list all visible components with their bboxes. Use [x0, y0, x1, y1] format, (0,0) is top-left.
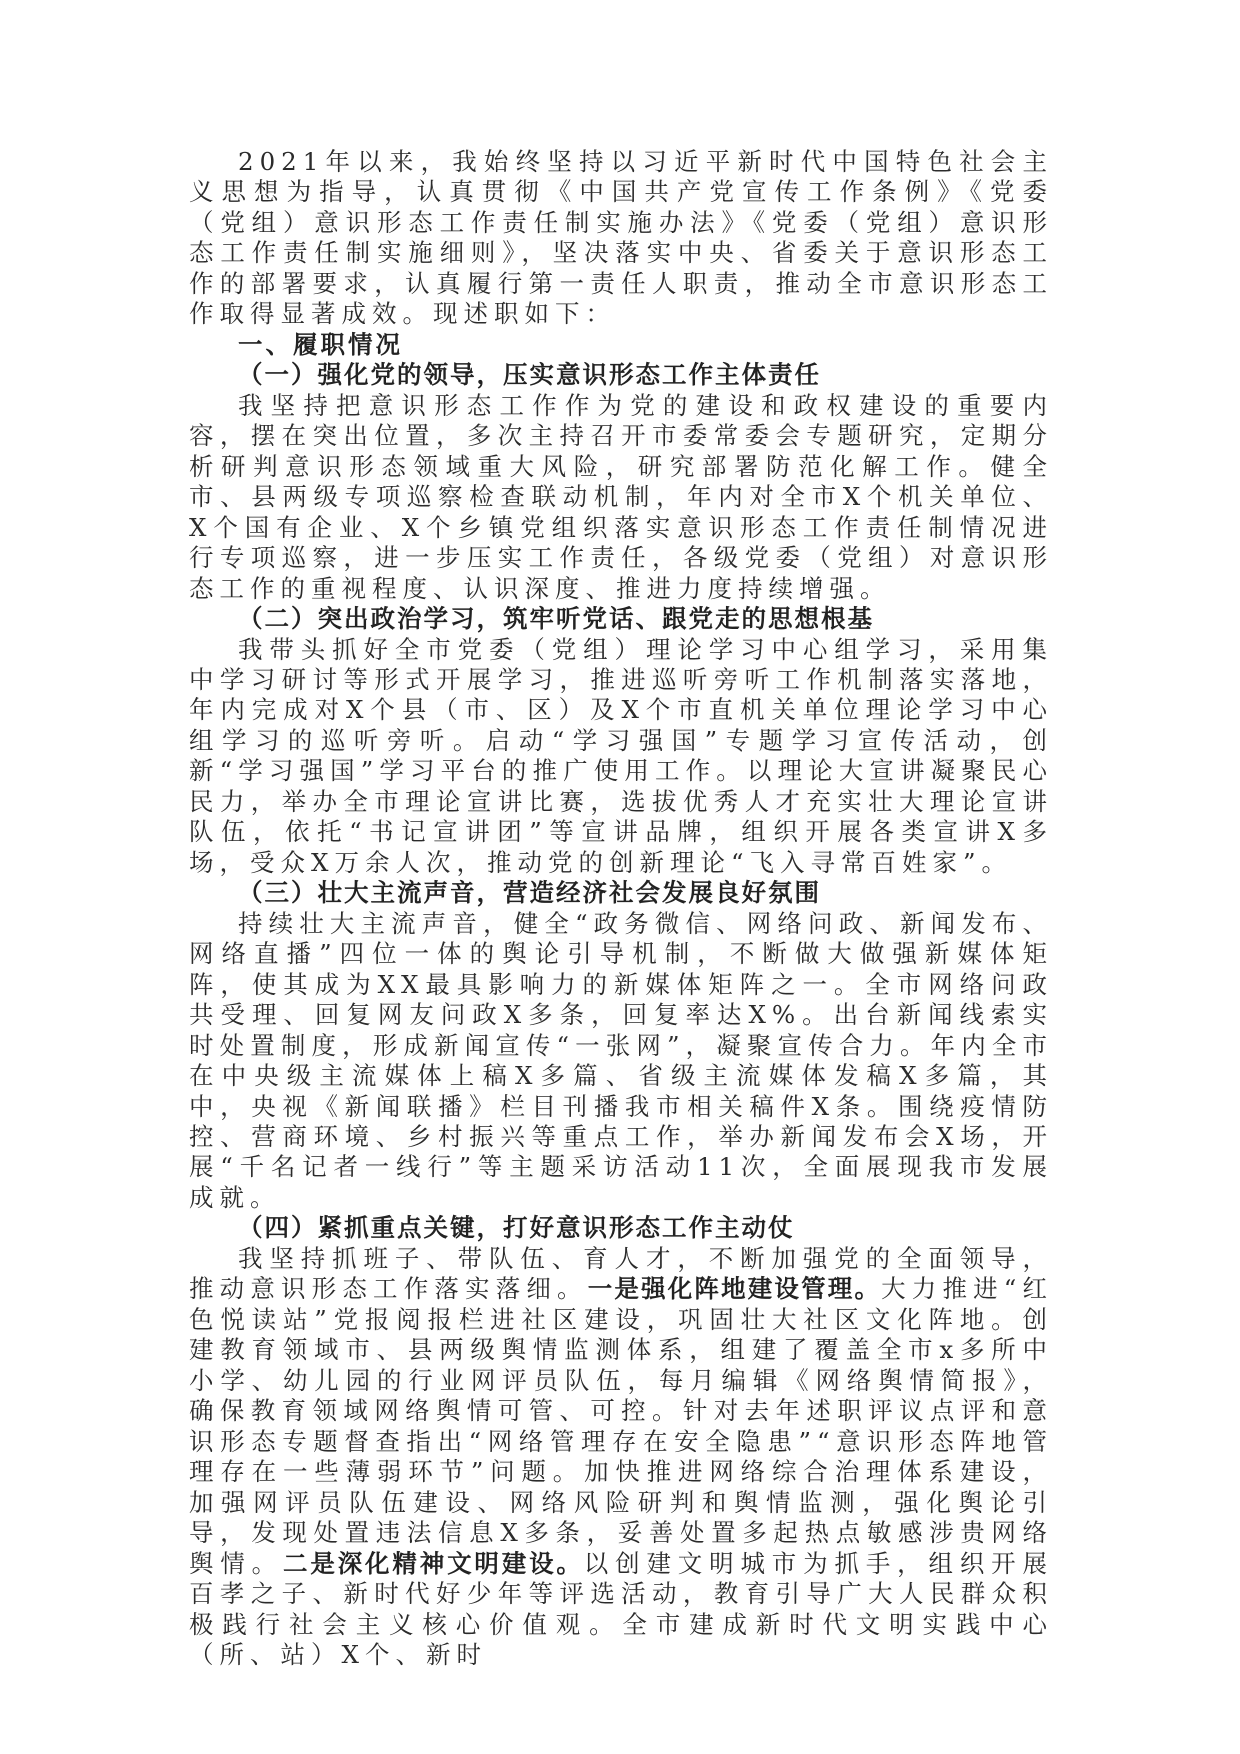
intro-paragraph: 2021年以来，我始终坚持以习近平新时代中国特色社会主义思想为指导，认真贯彻《中国共产党宣传工作条例》《党委（党组）意识形态工作责任制实施办法》《党委（党组）意识形态工作责任制实施细则》，坚决落实中央、省委关于意识形态工作的部署要求，认真履行第一责任人职责，推动全市意识形态工作取得显著成效。现述职如下：: [189, 147, 1053, 329]
body-4-end: 以创建文明城市为抓手，组织开展百孝之子、新时代好少年等评选活动，教育引导广大人民群众积极践行社会主义核心价值观。全市建成新时代文明实践中心（所、站）X个、新时: [189, 1548, 1054, 1669]
body-4-start: 我坚持抓班子、带队伍、育人才，不断加强党的全面领导，推动意识形态工作落实落细。: [189, 1243, 1053, 1304]
subsection-body-1: 我坚持把意识形态工作作为党的建设和政权建设的重要内容，摆在突出位置，多次主持召开市委常委会专题研究，定期分析研判意识形态领域重大风险，研究部署防范化解工作。健全市、县两级专项巡察检查联动机制，年内对全市X个机关单位、X个国有企业、X个乡镇党组织落实意识形态工作责任制情况进行专项巡察，进一步压实工作责任，各级党委（党组）对意识形态工作的重视程度、认识深度、推进力度持续增强。: [189, 390, 1053, 603]
lead-point-2: 二是深化精神文明建设。: [283, 1548, 584, 1578]
subsection-heading-2: （二）突出政治学习，筑牢听党话、跟党走的思想根基: [238, 604, 874, 634]
subsection-body-2: 我带头抓好全市党委（党组）理论学习中心组学习，采用集中学习研讨等形式开展学习，推进巡听旁听工作机制落实落地，年内完成对X个县（市、区）及X个市直机关单位理论学习中心组学习的巡听旁听。启动“学习强国”专题学习宣传活动，创新“学习强国”学习平台的推广使用工作。以理论大宣讲凝聚民心民力，举办全市理论宣讲比赛，选拔优秀人才充实壮大理论宣讲队伍，依托“书记宣讲团”等宣讲品牌，组织开展各类宣讲X多场，受众X万余人次，推动党的创新理论“飞入寻常百姓家”。: [189, 634, 1053, 877]
subsection-body-3: 持续壮大主流声音，健全“政务微信、网络问政、新闻发布、网络直播”四位一体的舆论引导机制，不断做大做强新媒体矩阵，使其成为XX最具影响力的新媒体矩阵之一。全市网络问政共受理、回复网友问政X多条，回复率达X%。出台新闻线索实时处置制度，形成新闻宣传“一张网”，凝聚宣传合力。年内全市在中央级主流媒体上稿X多篇、省级主流媒体发稿X多篇，其中，央视《新闻联播》栏目刊播我市相关稿件X条。围绕疫情防控、营商环境、乡村振兴等重点工作，举办新闻发布会X场，开展“千名记者一线行”等主题采访活动11次，全面展现我市发展成就。: [189, 908, 1053, 1212]
subsection-heading-3: （三）壮大主流声音，营造经济社会发展良好氛围: [238, 878, 821, 908]
subsection-body-4: [189, 1244, 1053, 1671]
lead-point-1: 一是强化阵地建设管理。: [587, 1274, 882, 1304]
section-heading-performance: 一、履职情况: [238, 329, 403, 359]
body-4-mid: 大力推进“红色悦读站”党报阅报栏进社区建设，巩固壮大社区文化阵地。创建教育领域市、县两级舆情监测体系，组建了覆盖全市x多所中小学、幼儿园的行业网评员队伍，每月编辑《网络舆情简报》，确保教育领域网络舆情可管、可控。针对去年述职评议点评和意识形态专题督查指出“网络管理存在安全隐患”“意识形态阵地管理存在一些薄弱环节”问题。加快推进网络综合治理体系建设，加强网评员队伍建设、网络风险研判和舆情监测，强化舆论引导，发现处置违法信息X多条，妥善处置多起热点敏感涉贵网络舆情。: [189, 1274, 1054, 1578]
subsection-heading-4: （四）紧抓重点关键，打好意识形态工作主动仗: [238, 1213, 795, 1243]
subsection-heading-1: （一）强化党的领导，压实意识形态工作主体责任: [238, 360, 821, 390]
document-page: [189, 147, 1053, 1670]
